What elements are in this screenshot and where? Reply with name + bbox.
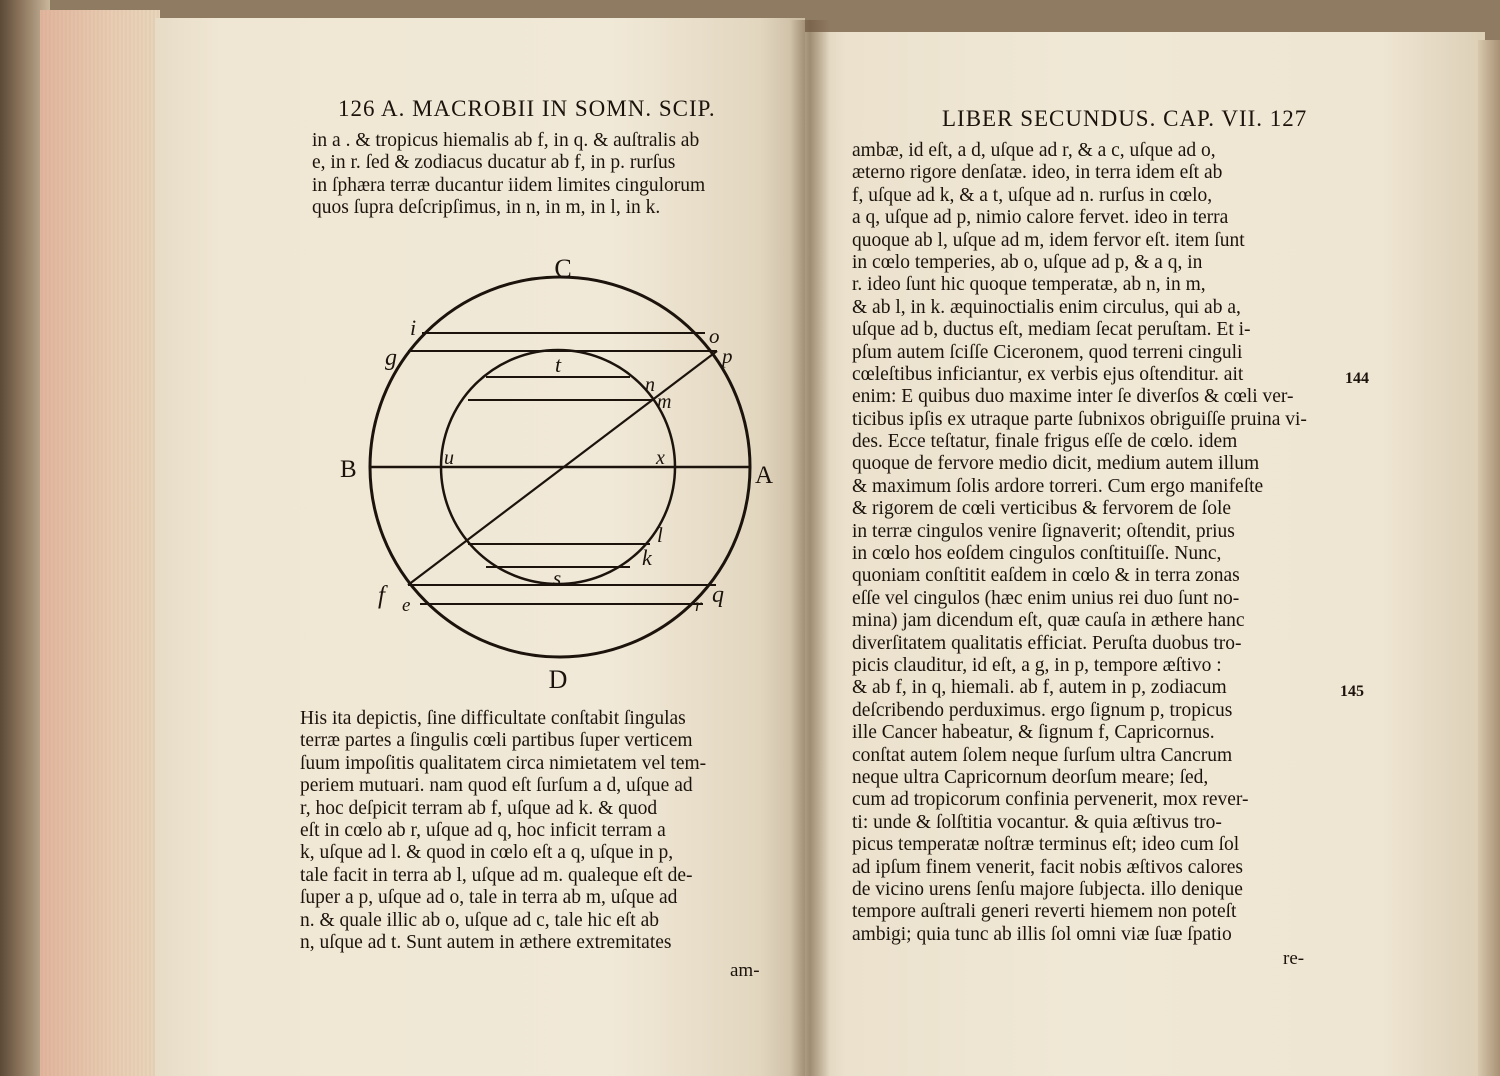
label-u: u (444, 447, 454, 469)
right-running-head: LIBER SECUNDUS. CAP. VII. 127 (942, 106, 1308, 131)
label-B: B (340, 456, 357, 483)
page-edges-right (1478, 40, 1500, 1076)
left-bottom-line: n, uſque ad t. Sunt autem in æthere extremitates (300, 931, 672, 953)
right-text-line: tempore auſtrali generi reverti hiemem non poteſt (852, 901, 1237, 923)
label-C: C (554, 254, 572, 283)
left-bottom-line: eſt in cœlo ab r, uſque ad q, hoc inficit terram a (300, 819, 666, 841)
right-text-line: deſcribendo perduximus. ergo ſignum p, tropicus (852, 699, 1233, 721)
label-q: q (712, 582, 724, 608)
right-paragraph (852, 140, 1352, 946)
right-text-line: picus temperatæ noſtræ terminus eſt; ideo cum ſol (852, 834, 1240, 856)
right-text-line: ambigi; quia tunc ab illis ſol omni viæ ſuæ ſpatio (852, 923, 1232, 945)
right-text-line: ti: unde & ſolſtitia vocantur. & quia æſtivus tro- (852, 811, 1222, 833)
right-text-line: & maximum ſolis ardore torreri. Cum ergo manifeſte (852, 475, 1264, 497)
left-catchword: am- (730, 960, 760, 981)
left-running-head: 126 A. MACROBII IN SOMN. SCIP. (338, 96, 716, 121)
right-text-line: mina) jam dicendum eſt, quæ cauſa in æthere hanc (852, 610, 1245, 632)
margin-note-145: 145 (1340, 683, 1364, 700)
page-edges-left (40, 10, 160, 1076)
right-text-line: cœleſtibus inficiantur, ex verbis ejus oſtenditur. ait (852, 363, 1244, 385)
label-A: A (755, 462, 774, 489)
label-l: l (657, 523, 663, 547)
label-p: p (722, 344, 733, 368)
right-text-line: des. Ecce teſtatur, finale frigus eſſe de cœlo. idem (852, 431, 1238, 453)
left-bottom-line: ſuper a p, uſque ad o, tale in terra ab m, uſque ad (300, 887, 678, 909)
label-t: t (555, 352, 562, 377)
label-D: D (548, 665, 568, 694)
left-bottom-line: periem mutuari. nam quod eſt ſurſum a d, uſque ad (300, 775, 693, 797)
right-text-line: a q, uſque ad p, nimio calore fervet. ideo in terra (852, 207, 1229, 229)
label-r: r (695, 595, 703, 615)
label-f: f (378, 582, 385, 609)
label-o: o (709, 324, 720, 348)
right-text-line: & ab f, in q, hiemali. ab f, autem in p, zodiacum (852, 677, 1227, 699)
label-i: i (410, 315, 417, 340)
right-text-line: & ab l, in k. æquinoctialis enim circulus, qui ab a, (852, 296, 1241, 318)
right-text-line: quoque de fervore medio dicit, medium autem illum (852, 453, 1260, 475)
zone-diagram (330, 245, 790, 695)
left-top-line: in ſphæra terræ ducantur iidem limites cingulorum (312, 174, 706, 196)
right-text-line: in cœlo temperies, ab o, uſque ad p, & a q, in (852, 251, 1203, 273)
margin-note-144: 144 (1345, 370, 1369, 387)
label-m: m (657, 391, 672, 413)
right-text-line: f, uſque ad k, & a t, uſque ad n. rurſus in cœlo, (852, 184, 1213, 206)
right-text-line: ille Cancer habeatur, & ſignum f, Capricornus. (852, 722, 1215, 744)
left-bottom-line: tale facit in terra ab l, uſque ad m. qualeque eſt de- (300, 864, 693, 886)
right-text-line: diverſitatem qualitatis efficiat. Peruſta duobus tro- (852, 632, 1242, 654)
right-text-line: eſſe vel cingulos (hæc enim unius rei duo ſunt no- (852, 587, 1240, 609)
left-bottom-line: His ita depictis, ſine difficultate conſtabit ſingulas (300, 708, 686, 729)
left-top-line: quos ſupra deſcripſimus, in n, in m, in l, in k. (312, 197, 661, 219)
right-text-line: & rigorem de cœli verticibus & fervorem de ſole (852, 498, 1232, 520)
left-top-line: e, in r. ſed & zodiacus ducatur ab f, in p. rurſus (312, 152, 676, 174)
right-text-line: conſtat autem ſolem neque ſurſum ultra Cancrum (852, 744, 1233, 766)
right-text-line: pſum autem ſciſſe Ciceronem, quod terreni cinguli (852, 341, 1243, 363)
right-text-line: ticibus ipſis ex utraque parte ſubnixos obriguiſſe pruina vi- (852, 408, 1307, 430)
right-text-line: ambæ, id eſt, a d, uſque ad r, & a c, uſque ad o, (852, 140, 1216, 161)
left-bottom-paragraph (300, 708, 790, 954)
right-text-line: in terræ cingulos venire ſignaverit; oſtendit, prius (852, 520, 1235, 542)
label-x: x (656, 447, 665, 469)
right-text-line: uſque ad b, ductus eſt, mediam ſecat peruſtam. Et i- (852, 319, 1251, 341)
left-bottom-line: ſuum impoſitis qualitatem circa nimietatem vel tem- (300, 752, 707, 774)
book-gutter (790, 20, 830, 1076)
right-text-line: in cœlo hos eoſdem cingulos conſtituiſſe. Nunc, (852, 543, 1222, 565)
right-text-line: ad ipſum finem venerit, facit nobis æſtivos calores (852, 856, 1243, 878)
right-text-line: neque ultra Capricornum deorſum meare; ſed, (852, 766, 1209, 788)
right-text-line: cum ad tropicorum confinia pervenerit, mox rever- (852, 789, 1249, 811)
label-s: s (553, 566, 562, 590)
left-bottom-line: k, uſque ad l. & quod in cœlo eſt a q, uſque in p, (300, 842, 674, 864)
right-text-line: quoniam conſtitit eaſdem in cœlo & in terra zonas (852, 565, 1240, 587)
right-text-line: r. ideo ſunt hic quoque temperatæ, ab n, in m, (852, 274, 1206, 296)
right-text-line: æterno rigore denſatæ. ideo, in terra idem eſt ab (852, 162, 1223, 184)
right-text-line: picis clauditur, id eſt, a g, in p, tempore æſtivo : (852, 654, 1222, 676)
left-bottom-line: terræ partes a ſingulis cœli partibus ſuper verticem (300, 730, 693, 752)
left-bottom-line: n. & quale illic ab o, uſque ad c, tale hic eſt ab (300, 909, 659, 931)
left-top-paragraph (312, 130, 792, 220)
label-e: e (402, 595, 411, 616)
label-g: g (385, 345, 397, 371)
label-n: n (645, 374, 655, 396)
right-text-line: quoque ab l, uſque ad m, idem fervor eſt. item ſunt (852, 229, 1245, 251)
right-catchword: re- (1283, 948, 1305, 969)
right-text-line: enim: E quibus duo maxime inter ſe diverſos & cœli ver- (852, 386, 1294, 408)
left-bottom-line: r, hoc deſpicit terram ab f, uſque ad k. & quod (300, 797, 658, 819)
label-k: k (642, 545, 652, 570)
left-top-line: in a . & tropicus hiemalis ab f, in q. & auſtralis ab (312, 130, 700, 151)
right-text-line: de vicino urens ſenſu majore ſubjecta. illo denique (852, 878, 1243, 900)
